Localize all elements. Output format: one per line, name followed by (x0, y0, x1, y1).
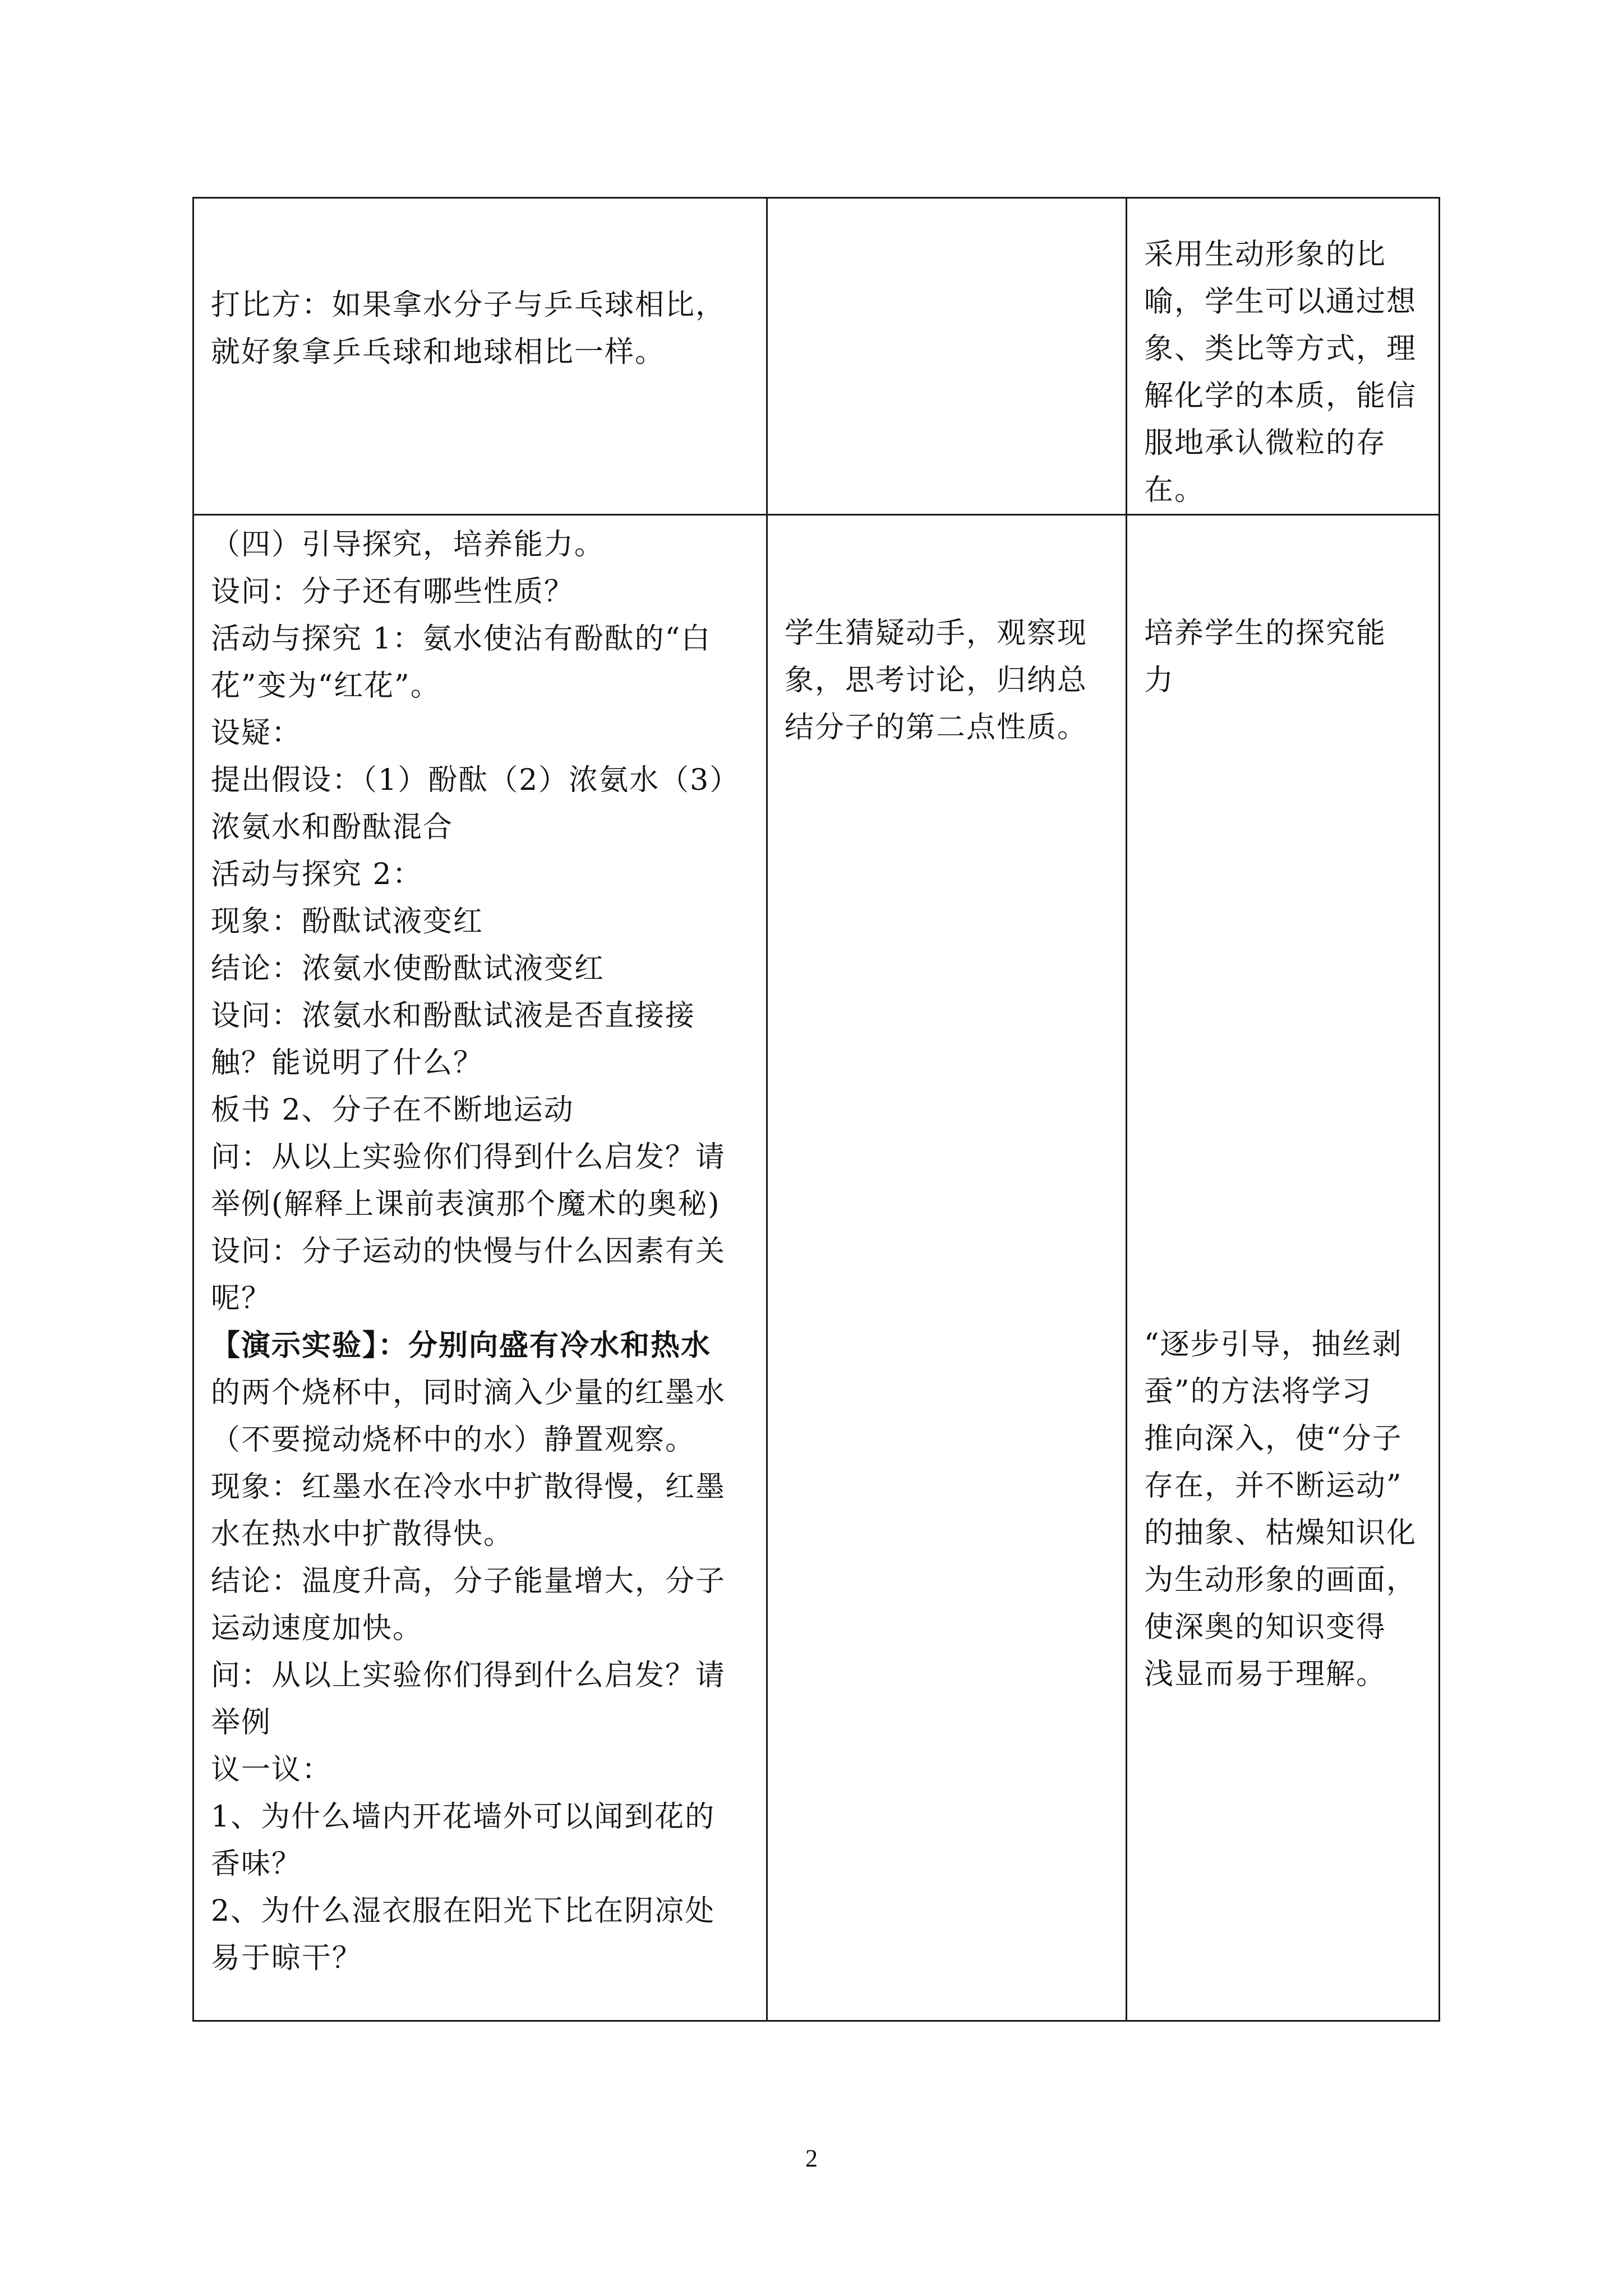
text-line: 结论：温度升高，分子能量增大，分子 (211, 1565, 726, 1598)
text-line: 设问：分子还有哪些性质？ (211, 575, 575, 609)
text-line: 培养学生的探究能 (1144, 616, 1387, 650)
text-line: 花”变为“红花”。 (211, 669, 441, 703)
text-line: 易于晾干？ (211, 1941, 363, 1975)
text-line: 结分子的第二点性质。 (785, 711, 1088, 744)
table-row (193, 515, 1440, 2021)
teacher-activity-text (194, 199, 766, 376)
text-line: 举例 (211, 1706, 272, 1740)
text-line: 就好象拿乒乓球和地球相比一样。 (211, 335, 666, 369)
text-line: 浅显而易于理解。 (1144, 1658, 1387, 1691)
section-heading: （四）引导探究，培养能力。 (211, 528, 605, 562)
text-line: 力 (1144, 664, 1175, 697)
text-line: 1、为什么墙内开花墙外可以闻到花的 (211, 1800, 716, 1834)
teacher-activity-cell (193, 198, 767, 515)
text-line: 水在热水中扩散得快。 (211, 1517, 514, 1551)
text-line: 现象：红墨水在冷水中扩散得慢，红墨 (211, 1470, 726, 1504)
text-line: 解化学的本质，能信 (1144, 379, 1417, 413)
text-line: 为生动形象的画面， (1144, 1563, 1417, 1597)
text-line: 活动与探究 1：氨水使沾有酚酞的“白 (211, 622, 712, 656)
text-line: 运动速度加快。 (211, 1612, 423, 1645)
text-line: 存在，并不断运动” (1144, 1469, 1403, 1503)
text-line: 设问：分子运动的快慢与什么因素有关 (211, 1235, 726, 1268)
text-line: 呢？ (211, 1282, 272, 1315)
text-line: 喻，学生可以通过想 (1144, 285, 1417, 319)
text-line: 结论：浓氨水使酚酞试液变红 (211, 952, 605, 986)
text-line: 在。 (1144, 473, 1205, 507)
page-number: 2 (805, 2145, 818, 2172)
text-line: 香味？ (211, 1847, 302, 1881)
design-intent-cell (1127, 198, 1440, 515)
text-line: 打比方：如果拿水分子与乒乓球相比， (211, 288, 726, 322)
text-line: 服地承认微粒的存 (1144, 426, 1387, 460)
text-line: 推向深入，使“分子 (1144, 1422, 1403, 1456)
text-line: 蚕”的方法将学习 (1144, 1375, 1372, 1409)
text-line: 2、为什么湿衣服在阳光下比在阴凉处 (211, 1894, 716, 1928)
text-line: 浓氨水和酚酞混合 (211, 811, 454, 844)
text-line: 活动与探究 2： (211, 858, 423, 891)
teacher-activity-cell (193, 515, 767, 2021)
demo-experiment-line: 【演示实验】：分别向盛有冷水和热水 (211, 1328, 712, 1363)
lesson-plan-table (192, 197, 1440, 2022)
text-line: 使深奥的知识变得 (1144, 1611, 1387, 1644)
text-line: 提出假设：（1）酚酞（2）浓氨水（3） (211, 763, 740, 797)
text-line: 举例(解释上课前表演那个魔术的奥秘) (211, 1188, 721, 1221)
text-line: 的抽象、枯燥知识化 (1144, 1516, 1417, 1550)
text-line: 议一议： (211, 1753, 333, 1787)
text-line: 的两个烧杯中，同时滴入少量的红墨水 (211, 1376, 726, 1410)
student-activity-text (768, 516, 1126, 751)
text-line: 象，思考讨论，归纳总 (785, 664, 1088, 697)
text-line: 采用生动形象的比 (1144, 238, 1387, 272)
student-activity-cell (767, 515, 1127, 2021)
text-line: 现象：酚酞试液变红 (211, 905, 484, 938)
table-row (193, 198, 1440, 515)
design-intent-text (1127, 516, 1438, 1698)
spacer (1144, 704, 1424, 1321)
text-line: （不要搅动烧杯中的水）静置观察。 (211, 1423, 696, 1457)
text-line: 象、类比等方式，理 (1144, 332, 1417, 366)
text-line: “逐步引导，抽丝剥 (1144, 1328, 1403, 1361)
teacher-activity-text (194, 516, 766, 1982)
text-line: 板书 2、分子在不断地运动 (211, 1093, 574, 1127)
text-line: 学生猜疑动手，观察现 (785, 616, 1088, 650)
text-line: 触？能说明了什么？ (211, 1046, 484, 1080)
design-intent-text (1127, 199, 1438, 514)
design-intent-cell (1127, 515, 1440, 2021)
student-activity-cell (767, 198, 1127, 515)
text-line: 问：从以上实验你们得到什么启发？请 (211, 1140, 726, 1174)
text-line: 设疑： (211, 716, 302, 750)
text-line: 问：从以上实验你们得到什么启发？请 (211, 1659, 726, 1692)
text-line: 设问：浓氨水和酚酞试液是否直接接 (211, 999, 696, 1033)
